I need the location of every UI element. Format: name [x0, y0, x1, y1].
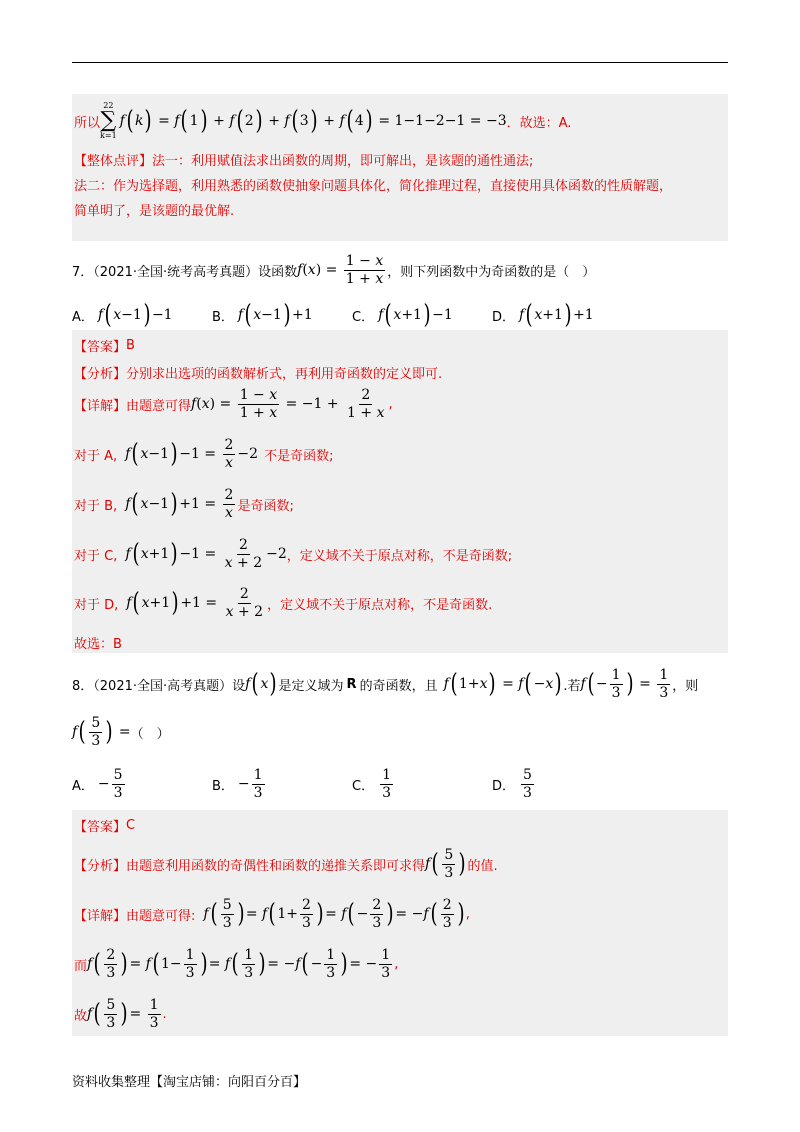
q8-step2-formula: f ( $\frac{2}{3}$ ) = f ( 1− $\frac{1}{3}$ ) = f ( $\frac{1}{3}$ ) = − f ( − $\frac{1}{3}$ ) = − $\frac{1}{3}$ — [87, 947, 391, 981]
q7-case-d — [74, 587, 492, 619]
q8-step3: 故 f ( $\frac{5}{3}$ ) = $\frac{1}{3}$ . — [74, 997, 167, 1031]
q7-option-b[interactable] — [212, 302, 313, 328]
conclusion-prefix: 所以 — [74, 115, 101, 131]
q8-option-d-expr: $\frac{5}{3}$ — [523, 767, 532, 801]
q8-option-d[interactable] — [492, 768, 536, 800]
q8-stem — [72, 668, 698, 700]
q8-option-a[interactable] — [72, 768, 127, 800]
q8-condition: f ( 1+ x ) = f ( − x ) — [443, 669, 562, 700]
conclusion-line — [74, 102, 571, 140]
q8-option-b[interactable] — [212, 768, 267, 800]
q8-analysis-formula: f ( $\frac{5}{3}$ ) — [425, 847, 466, 881]
q7-option-d-label: D． — [492, 309, 516, 325]
conclusion-suffix: ．故选：A. — [506, 115, 572, 131]
q7-answer-label: 【答案】 — [74, 340, 127, 355]
solution-box-q8 — [72, 810, 728, 1036]
q8-given: f ( − $\frac{1}{3}$ ) = $\frac{1}{3}$ — [580, 667, 669, 701]
evaluation-line — [74, 150, 533, 169]
q7-option-a-expr: f ( x −1 ) −1 — [97, 300, 173, 330]
q8-answer-label: 【答案】 — [74, 820, 127, 835]
q7-detail-formula: f ( x ) = $\frac{1 - x}{1 + x}$ = −1 + $\frac{2}{1 + x}$ — [191, 387, 385, 421]
q8-stem-prefix: 8．（2021·全国·高考真题）设 — [72, 678, 246, 694]
q7-option-c[interactable] — [352, 302, 453, 328]
q7-detail-label: 【详解】 — [74, 398, 127, 414]
q8-detail-prefix: 由题意可得: — [126, 908, 196, 924]
q7-case-c — [74, 538, 512, 570]
q7-case-b-tail: 是奇函数; — [237, 498, 294, 514]
q8-option-c-label: C． — [352, 778, 375, 794]
q8-analysis-tail: 的值. — [467, 858, 498, 874]
q7-case-a-label: 对于 A, — [74, 448, 118, 464]
q8-step3-formula: f ( $\frac{5}{3}$ ) = $\frac{1}{3}$ — [87, 997, 159, 1031]
q7-analysis-text: 分别求出选项的函数解析式，再利用奇函数的定义即可. — [126, 367, 443, 382]
q7-option-c-label: C． — [352, 309, 375, 325]
footer-source: 资料收集整理【淘宝店铺：向阳百分百】 — [72, 1075, 307, 1090]
header-rule — [72, 62, 728, 63]
evaluation-line-2: 法二：作为选择题，利用熟悉的函数使抽象问题具体化，简化推理过程，直接使用具体函数的性质解题， — [74, 179, 673, 194]
q8-option-a-expr: − $\frac{5}{3}$ — [97, 767, 123, 801]
q8-analysis — [74, 848, 498, 880]
q8-detail-formula: f ( $\frac{5}{3}$ ) = f ( 1+ $\frac{2}{3}$ ) = f ( − $\frac{2}{3}$ ) = − f ( $\frac{2}{3}$ ) — [203, 897, 465, 931]
q8-option-d-label: D． — [492, 778, 516, 794]
q8-option-b-label: B． — [212, 778, 234, 794]
q7-analysis — [74, 363, 442, 382]
q8-step3-prefix: 故 — [74, 1008, 88, 1024]
q7-stem-suffix: ，则下列函数中为奇函数的是（ ） — [387, 264, 596, 280]
q7-option-d[interactable] — [492, 302, 594, 328]
q8-option-c-expr: $\frac{1}{3}$ — [382, 767, 391, 801]
q8-stem-r: R — [346, 676, 357, 692]
q8-answer — [74, 816, 135, 835]
q8-stem-mid2: 的奇函数，且 — [359, 678, 438, 694]
q8-stem-line2 — [72, 716, 170, 748]
q8-target: f ( $\frac{5}{3}$ ) = — [72, 715, 131, 749]
q8-stem-mid4: ，则 — [672, 678, 699, 694]
q8-detail: 【详解】 由题意可得: f ( $\frac{5}{3}$ ) = f ( 1+ $\frac{2}{3}$ ) = f ( − $\frac{2}{3}$ ) = − f ( $\frac{2}{3}$ ) , — [74, 897, 470, 931]
q8-option-b-expr: − $\frac{1}{3}$ — [237, 767, 263, 801]
q7-case-b-formula: f ( x −1 ) +1 = $\frac{2}{x}$ — [125, 487, 234, 521]
q7-case-a — [74, 438, 333, 470]
q8-analysis-text: 由题意利用函数的奇偶性和函数的递推关系即可求得 — [126, 858, 426, 874]
sum-formula: 22 ∑ k=1 f ( k ) = f ( 1 ) + f ( 2 ) + f ( 3 ) + f ( 4 ) = 1−1−2−1 = −3 — [100, 101, 507, 140]
q7-case-d-tail: ，定义域不关于原点对称，不是奇函数. — [267, 597, 493, 613]
q7-stem — [72, 254, 595, 286]
q7-choose: 故选：B — [74, 637, 122, 652]
q7-case-b — [74, 488, 294, 520]
q7-option-d-expr: f ( x +1 ) +1 — [519, 300, 594, 330]
q8-stem-line2-tail: （ ） — [130, 726, 170, 742]
q7-option-b-expr: f ( x −1 ) +1 — [237, 300, 313, 330]
q7-case-d-formula: f ( x +1 ) +1 = $\frac{2}{x + 2}$ — [126, 586, 264, 620]
q7-case-c-formula: f ( x +1 ) −1 = $\frac{2}{x + 2}$ −2 — [125, 537, 287, 571]
q8-step2: 而 f ( $\frac{2}{3}$ ) = f ( 1− $\frac{1}{3}$ ) = f ( $\frac{1}{3}$ ) = − f ( − $\frac{1}{3}$ ) = − $\frac{1}{3}$ , — [74, 947, 399, 981]
evaluation-label: 【整体点评】 — [74, 154, 153, 169]
q7-function-def: f ( x ) = $\frac{1 - x}{1 + x}$ — [297, 253, 384, 287]
solution-box-q7 — [72, 330, 728, 653]
q8-answer-value: C — [126, 818, 136, 833]
q7-case-a-tail: 不是奇函数; — [264, 448, 334, 464]
q8-stem-mid3: .若 — [563, 678, 581, 694]
q8-option-c[interactable] — [352, 768, 395, 800]
q7-case-a-formula: f ( x −1 ) −1 = $\frac{2}{x}$ −2 — [125, 437, 259, 471]
q7-option-a-label: A． — [72, 309, 94, 325]
q7-case-c-label: 对于 C, — [74, 548, 118, 564]
q7-option-b-label: B． — [212, 309, 234, 325]
q7-detail: 【详解】 由题意可得 f ( x ) = $\frac{1 - x}{1 + x}$ = −1 + $\frac{2}{1 + x}$ , — [74, 387, 393, 421]
q8-fx: f ( x ) — [245, 669, 278, 700]
q7-case-c-tail: ，定义域不关于原点对称，不是奇函数; — [286, 548, 513, 564]
q7-option-a[interactable] — [72, 302, 173, 328]
q7-detail-prefix: 由题意可得 — [126, 398, 192, 414]
q7-case-d-label: 对于 D, — [74, 597, 119, 613]
q8-analysis-label: 【分析】 — [74, 858, 127, 874]
q8-stem-mid1: 是定义域为 — [278, 678, 344, 694]
q8-detail-label: 【详解】 — [74, 908, 127, 924]
q8-option-a-label: A． — [72, 778, 94, 794]
q7-case-b-label: 对于 B, — [74, 498, 118, 514]
evaluation-text: 法一：利用赋值法求出函数的周期，即可解出，是该题的通性通法; — [152, 154, 534, 169]
q7-analysis-label: 【分析】 — [74, 367, 127, 382]
q8-step2-prefix: 而 — [74, 958, 88, 974]
q7-answer-value: B — [126, 338, 135, 353]
solution-box-q6 — [72, 94, 728, 241]
q7-stem-prefix: 7．（2021·全国·统考高考真题）设函数 — [72, 264, 298, 280]
evaluation-line-3: 简单明了，是该题的最优解. — [74, 204, 235, 219]
q7-answer — [74, 336, 135, 355]
q7-option-c-expr: f ( x +1 ) −1 — [378, 300, 453, 330]
